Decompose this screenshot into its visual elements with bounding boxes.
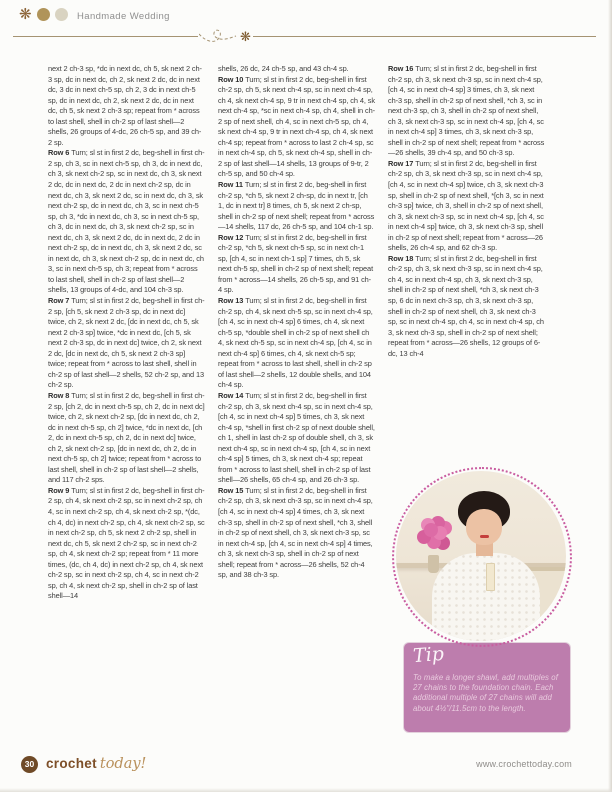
pattern-paragraph	[218, 296, 375, 391]
pattern-paragraph	[48, 148, 205, 296]
model-face	[466, 509, 502, 545]
swirl-flourish-icon	[199, 27, 237, 45]
row-label: Row 14	[218, 390, 244, 400]
row-label: Row 18	[388, 253, 414, 263]
magazine-logo-script: today!	[99, 756, 147, 772]
row-label: Row 15	[218, 485, 244, 495]
pattern-instructions: Turn; sl st in first 2 dc, beg-shell in first ch-2 sp, ch 5, sk next ch-4 sp, sc in next ch-4 sp, ch 4, sk next ch-4 sp, 9 tr in next ch-4 sp, ch 4, sk next ch-4 sp, *sc in next ch-4 sp, ch 4, shell in ch-2 sp of next shell, ch 4, sc in next ch-5 sp, ch 4, sk next ch-4 sp, 9 tr in next ch-4 sp, ch 4, sk next ch-4 sp; repeat from * across to last 2 ch-4 sp, sc in next ch-4 sp, ch 5, sk next ch-4 sp, shell in ch-2 sp of last shell—14 shells, 13 groups of 9-tr, 2 ch-5 sp, and 50 ch-4 sp.	[218, 74, 375, 179]
tip-box	[404, 643, 570, 732]
row-label: Row 13	[218, 296, 244, 306]
pattern-paragraph	[48, 486, 205, 602]
model-lips	[480, 535, 489, 538]
pattern-paragraph	[388, 254, 545, 359]
website-url: www.crochettoday.com	[476, 759, 572, 769]
section-title: Handmade Wedding	[77, 11, 170, 22]
model-photo	[396, 471, 566, 641]
magazine-logo-regular: crochet	[46, 756, 97, 771]
pattern-paragraph	[388, 159, 545, 254]
row-label: Row 11	[218, 180, 243, 190]
row-label: Row 12	[218, 232, 244, 242]
row-label: Row 16	[388, 64, 414, 73]
pattern-paragraph	[48, 391, 205, 486]
pattern-instructions: Turn; sl st in first 2 dc, beg-shell in first ch-2 sp, ch 3, sk next ch-3 sp, sc in next ch-4 sp, [ch 4, sc in next ch-4 sp] twice, ch 3, sk next ch-3 sp, shell in ch-2 sp of next shell, *[ch 3, sc in next ch-3 sp] twice, ch 3, shell in ch-2 sp of next shell, ch 3, sk next ch-3 sp, sc in next ch-4 sp, [ch 4, sc in next ch-4 sp] twice, ch 3, sk next ch-3 sp, shell in ch-2 sp of next shell; repeat from * across—26 shells, 26 ch-4 sp, and 62 ch-3 sp.	[388, 158, 544, 253]
pattern-paragraph	[218, 75, 375, 180]
pattern-instructions: next 2 ch-3 sp, *dc in next dc, ch 5, sk next 2 ch-3 sp, dc in next dc, ch 2, sk next 2 dc, dc in next dc, 3 dc in next ch-5 sp, ch 2, 3 dc in next ch-5 sp, dc in next dc, ch 2, sk next 2 dc, dc in next dc, ch 5, sk next 2 ch-3 sp; repeat from * across to last shell, shell in ch-2 sp of last shell—2 shells, 26 groups of 4-dc, 26 ch-5 sp, and 39 ch-2 sp.	[48, 64, 202, 147]
page-number-badge: 30	[21, 756, 38, 773]
pattern-instructions: Turn; sl st in first 2 dc, beg-shell in first ch-2 sp, ch 4, sk next ch-5 sp, sc in next ch-4 sp, [ch 4, sc in next ch-4 sp] 6 times, ch 4, sk next ch-5 sp, *double shell in ch-2 sp of next shell ch 4, sk next ch-5 sp, sc in next ch-4 sp, [ch 4, sc in next ch-4 sp] 6 times, ch 4, sk next ch-5 sp; repeat from * across to last shell, shell in ch-2 sp of last shell—2 shells, 12 double shells, and 104 ch-4 sp.	[218, 296, 373, 390]
row-label: Row 9	[48, 485, 70, 495]
row-label: Row 10	[218, 74, 244, 84]
pattern-instructions: Turn; sl st in first 2 dc, beg-shell in first ch-2 sp, [ch 2, dc in next ch-5 sp, ch 2, dc in next dc] twice, ch 2, sk next ch-2 sp, [dc in next dc, ch 2, dc in next ch-5 sp, ch 2] twice, *dc in next dc, [ch 2, dc in next ch-5 sp, ch 2, dc in next dc] twice, ch 2, sk next ch-2 sp, [dc in next dc, ch 2, dc in next ch-5 sp, ch 2] twice; repeat from * across to last shell, shell in ch-2 sp of last shell—2 shells, and 117 ch-2 sps.	[48, 390, 205, 485]
page-edge-shadow-right	[608, 0, 612, 792]
pattern-instructions: Turn; sl st in first 2 dc, beg-shell in first ch-2 sp, *ch 5, sk next ch-5 sp, sc in next ch-1 sp, [ch 4, sc in next ch-1 sp] 7 times, ch 5, sk next ch-5 sp, shell in ch-2 sp of next shell; repeat from * across—14 shells, 26 ch-5 sp, and 91 ch-4 sp.	[218, 232, 374, 295]
header-rule	[13, 28, 596, 44]
flower-burst-icon: ❋	[19, 6, 32, 23]
pattern-paragraph	[48, 64, 205, 148]
pattern-paragraph	[218, 233, 375, 296]
page-edge-shadow-bottom	[0, 788, 612, 792]
champagne-glass	[486, 563, 495, 591]
pattern-instructions: Turn; sl st in first 2 dc, beg-shell in first ch-2 sp, ch 3, sk next ch-3 sp, sc in next ch-4 sp, ch 4, sc in next ch-4 sp, ch 3, sk next ch-3 sp, shell in ch-2 sp of next shell, *ch 3, sk next ch-3 sp, 6 dc in next ch-3 sp, ch 3, sk next ch-3 sp, shell in ch-2 sp of next shell, ch 3, sk next ch-3 sp, sc in next ch-4 sp, ch 4, sc in next ch-4 sp, ch 3, sk next ch-3 sp, shell in ch-2 sp of next shell; repeat from * across—26 shells, 12 groups of 6-dc, 13 ch-4	[388, 253, 544, 358]
rule-flower-icon: ❋	[240, 28, 251, 44]
pattern-instructions: Turn; sl st in first 2 dc, beg-shell in first ch-2 sp, ch 3, sk next ch-3 sp, sc in next ch-4 sp, [ch 4, sc in next ch-4 sp] 4 times, ch 3, sk next ch-3 sp, shell in ch-2 sp of next shell, *ch 3, shell in ch-2 sp of next shell, ch 3, sk next ch-3 sp, sc in next ch-4 sp, [ch 4, sc in next ch-4 sp] 4 times, ch 3, sk next ch-3 sp, shell in ch-2 sp of next shell; repeat from * across—26 shells, 52 ch-4 sp, and 38 ch-3 sp.	[218, 485, 373, 580]
page-footer	[21, 753, 572, 775]
flower-bouquet	[424, 523, 438, 537]
pattern-instructions: Turn; sl st in first 2 dc, beg-shell in first ch-2 sp, *ch 5, sk next 2 ch-sp, dc in next tr, [ch 1, dc in next tr] 8 times, ch 5, sk next 2 ch-sp, shell in ch-2 sp of next shell; repeat from * across—14 shells, 117 dc, 26 ch-5 sp, and 104 ch-1 sp.	[218, 180, 375, 232]
pattern-paragraph	[218, 391, 375, 486]
tip-title: Tip	[412, 642, 445, 668]
photo-area	[392, 467, 574, 735]
pattern-instructions: Turn; sl st in first 2 dc, beg-shell in first ch-2 sp, ch 4, sk next ch-2 sp, sc in next ch-2 sp, ch 4, sc in next ch-2 sp, ch 4, sk next ch-2 sp, *(dc, ch 4, dc) in next ch-2 sp, ch 4, sk next ch-2 sp, sc in next ch-2 sp, ch 5, sk next 2 ch-2 sp, shell in next dc, ch 5, sk next 2 ch-2 sp, sc in next ch-2 sp, ch 4, sk next ch-2 sp; repeat from * 11 more times, (dc, ch 4, dc) in next ch-2 sp, ch 4, sk next ch-2 sp, sc in next ch-2 sp, ch 4, sc in next ch-2 sp, ch 4, sk next ch-2 sp, shell in ch-2 sp of last shell—14	[48, 485, 205, 601]
solid-dot-icon	[37, 8, 50, 21]
pattern-instructions: Turn; sl st in first 2 dc, beg-shell in first ch-2 sp, ch 3, sk next ch-4 sp, sc in next ch-4 sp, [ch 4, sc in next ch-4 sp] 5 times, ch 3, sk next ch-4 sp, *shell in first ch-2 sp of next double shell, ch 1, shell in last ch-2 sp of double shell, ch 3, sk next ch-4 sp, sc in next ch-4 sp, [ch 4, sc in next ch-4 sp] 5 times, ch 3, sk next ch-4 sp; repeat from * across to last shell, shell in ch-2 sp of last shell—26 shells, 65 ch-4 sp, and 26 ch-3 sp.	[218, 390, 375, 485]
light-dot-icon	[55, 8, 68, 21]
pattern-paragraph	[48, 296, 205, 391]
pattern-instructions: Turn; sl st in first 2 dc, beg-shell in first ch-2 sp, ch 3, sc in next ch-5 sp, ch 3, dc in next dc, ch 3, sk next ch-2 sp, sc in next dc, ch 3, sk next 2 dc, dc in next dc, 2 dc in next ch-2 sp, dc in next dc, ch 3, sk next 2 dc, sc in next dc, ch 3, sk next ch-2 sp, dc in next dc, ch 3, sc in next ch-5 sp, ch 3, *dc in next dc, ch 3, sc in next ch-5 sp, ch 3, dc in next dc, ch 3, sk next ch-2 sp, sc in next dc, ch 3, sk next 2 dc, dc in next dc, 2 dc in next ch-2 sp, dc in next dc, ch 3, sk next 2 dc, sc in next dc, ch 3, sk next ch-2 sp, dc in next dc, ch 3, sc in next ch-5 sp, ch 3; repeat from * across to last shell, shell in ch-2 sp of last shell—2 shells, 13 groups of 4-dc, and 104 ch-3 sp.	[48, 148, 205, 295]
tip-text: To make a longer shawl, add multiples of 27 chains to the foundation chain. Each additional multiple of 27 chains will add about 4½"/11.5cm to the length.	[413, 673, 558, 713]
magazine-logo	[46, 756, 146, 772]
pattern-paragraph	[218, 486, 375, 581]
row-label: Row 6	[48, 148, 70, 158]
pattern-instructions: Turn; sl st in first 2 dc, beg-shell in first ch-2 sp, ch 3, sk next ch-3 sp, sc in next ch-4 sp, [ch 4, sc in next ch-4 sp] 3 times, ch 3, sk next ch-3 sp, shell in ch-2 sp of next shell, *ch 3, sc in next ch-3 sp, ch 3, shell in ch-2 sp of next shell, ch 3, sk next ch-3 sp, sc in next ch-4 sp, [ch 4, sc in next ch-4 sp] 3 times, ch 3, sk next ch-3 sp, shell in ch-2 sp of next shell; repeat from * across—26 shells, 39 ch-4 sp, and 50 ch-3 sp.	[388, 64, 545, 158]
pattern-paragraph	[388, 64, 545, 159]
text-column-1	[48, 64, 205, 602]
text-column-2	[218, 64, 375, 602]
row-label: Row 17	[388, 158, 414, 168]
pattern-paragraph	[218, 64, 375, 75]
pattern-instructions: Turn; sl st in first 2 dc, beg-shell in first ch-2 sp, [ch 5, sk next 2 ch-3 sp, dc in next dc] twice, ch 2, sk next 2 dc, [dc in next dc, ch 5, sk next 2 ch-3 sp] twice, *dc in next dc, [ch 5, sk next 2 ch-3 sp, dc in next dc] twice, ch 2, sk next 2 dc, [dc in next dc, ch 5, sk next 2 ch-3 sp] twice; repeat from * across to last shell, shell in ch-2 sp of last shell—2 shells, 52 ch-2 sp, and 13 ch-2 sp.	[48, 296, 205, 390]
header-decor-icons	[19, 8, 68, 21]
pattern-instructions: shells, 26 dc, 24 ch-5 sp, and 43 ch-4 sp.	[218, 64, 349, 73]
rule-line-right	[253, 36, 596, 37]
row-label: Row 8	[48, 390, 70, 400]
vase	[428, 555, 439, 573]
rule-line-left	[13, 36, 198, 37]
pattern-paragraph	[218, 180, 375, 233]
row-label: Row 7	[48, 296, 70, 306]
